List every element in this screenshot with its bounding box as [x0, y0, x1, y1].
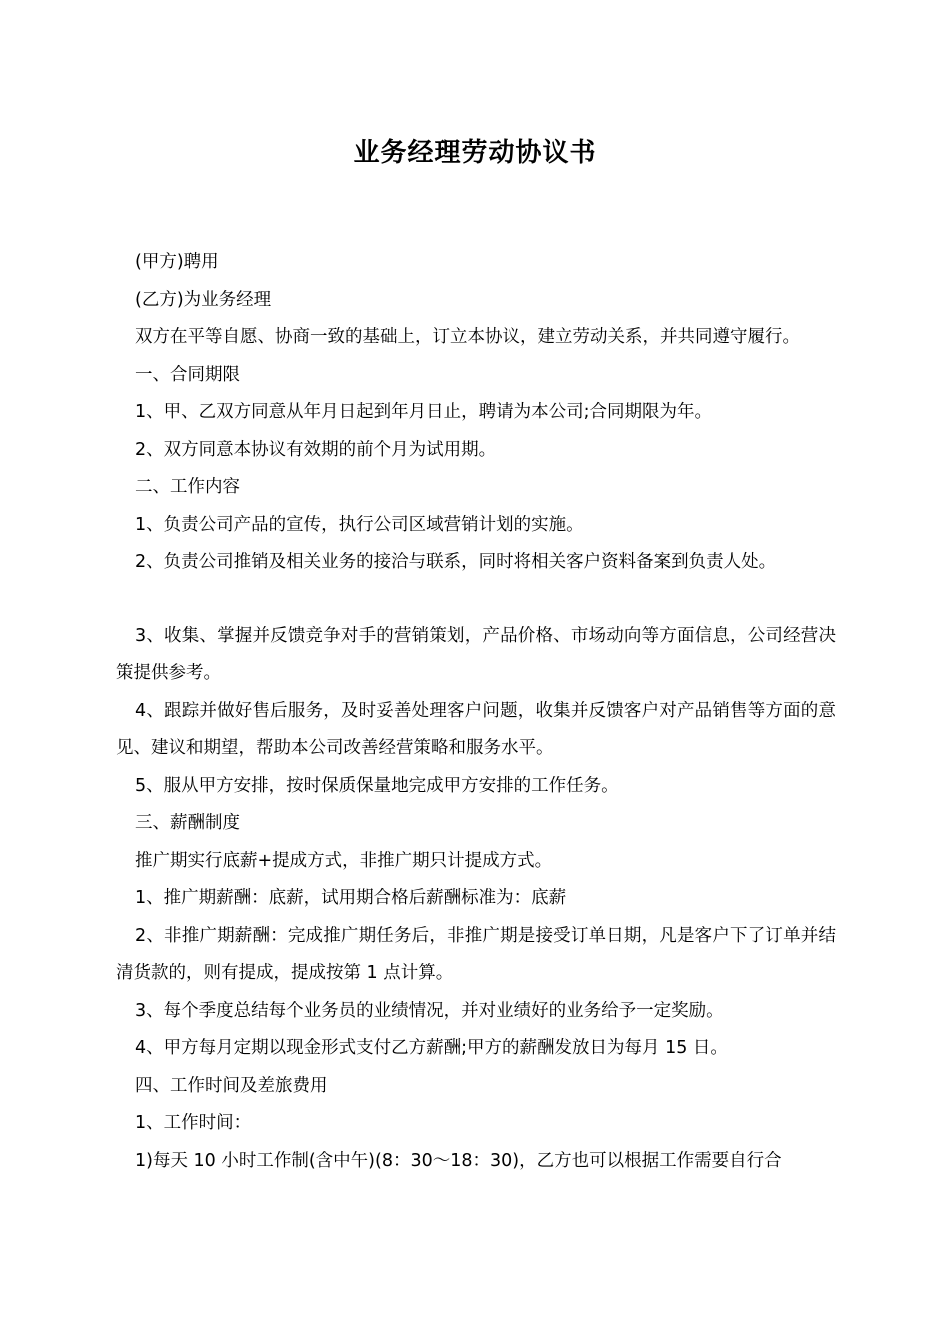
paragraph-work-time-1: 1、工作时间： [135, 1113, 252, 1133]
paragraph-work-time-detail: 1)每天 10 小时工作制(含中午)(8：30～18：30)，乙方也可以根据工作需要自行合 [135, 1150, 782, 1171]
paragraph-work-4: 4、跟踪并做好售后服务，及时妥善处理客户问题，收集并反馈客户对产品销售等方面的意见、建议和期望，帮助本公司改善经营策略和服务水平。 [116, 700, 836, 758]
document-body [116, 244, 836, 1180]
paragraph-work-2: 2、负责公司推销及相关业务的接洽与联系，同时将相关客户资料备案到负责人处。 [135, 552, 777, 572]
section-heading-contract-term: 一、合同期限 [135, 364, 240, 385]
paragraph-work-5: 5、服从甲方安排，按时保质保量地完成甲方安排的工作任务。 [135, 775, 619, 796]
paragraph-work-1: 1、负责公司产品的宣传，执行公司区域营销计划的实施。 [135, 514, 584, 535]
paragraph-term-1: 1、甲、乙双方同意从年月日起到年月日止，聘请为本公司;合同期限为年。 [135, 402, 713, 422]
section-heading-work-time: 四、工作时间及差旅费用 [135, 1075, 328, 1096]
paragraph-party-a: (甲方)聘用 [135, 252, 219, 272]
paragraph-salary-2: 2、非推广期薪酬：完成推广期任务后，非推广期是接受订单日期，凡是客户下了订单并结清货款的，则有提成，提成按第 1 点计算。 [116, 925, 836, 983]
paragraph-term-2: 2、双方同意本协议有效期的前个月为试用期。 [135, 439, 497, 460]
paragraph-work-3: 3、收集、掌握并反馈竞争对手的营销策划，产品价格、市场动向等方面信息，公司经营决策提供参考。 [116, 625, 836, 683]
section-heading-salary: 三、薪酬制度 [135, 813, 240, 833]
paragraph-salary-3: 3、每个季度总结每个业务员的业绩情况，并对业绩好的业务给予一定奖励。 [135, 1000, 724, 1021]
paragraph-salary-intro: 推广期实行底薪+提成方式，非推广期只计提成方式。 [135, 850, 553, 871]
paragraph-intro: 双方在平等自愿、协商一致的基础上，订立本协议，建立劳动关系，并共同遵守履行。 [135, 327, 800, 347]
paragraph-salary-1: 1、推广期薪酬：底薪，试用期合格后薪酬标准为：底薪 [135, 888, 567, 908]
section-heading-work-content: 二、工作内容 [135, 477, 240, 497]
document-title: 业务经理劳动协议书 [353, 138, 597, 168]
paragraph-party-b: (乙方)为业务经理 [135, 289, 272, 310]
paragraph-salary-4: 4、甲方每月定期以现金形式支付乙方薪酬;甲方的薪酬发放日为每月 15 日。 [135, 1038, 728, 1058]
